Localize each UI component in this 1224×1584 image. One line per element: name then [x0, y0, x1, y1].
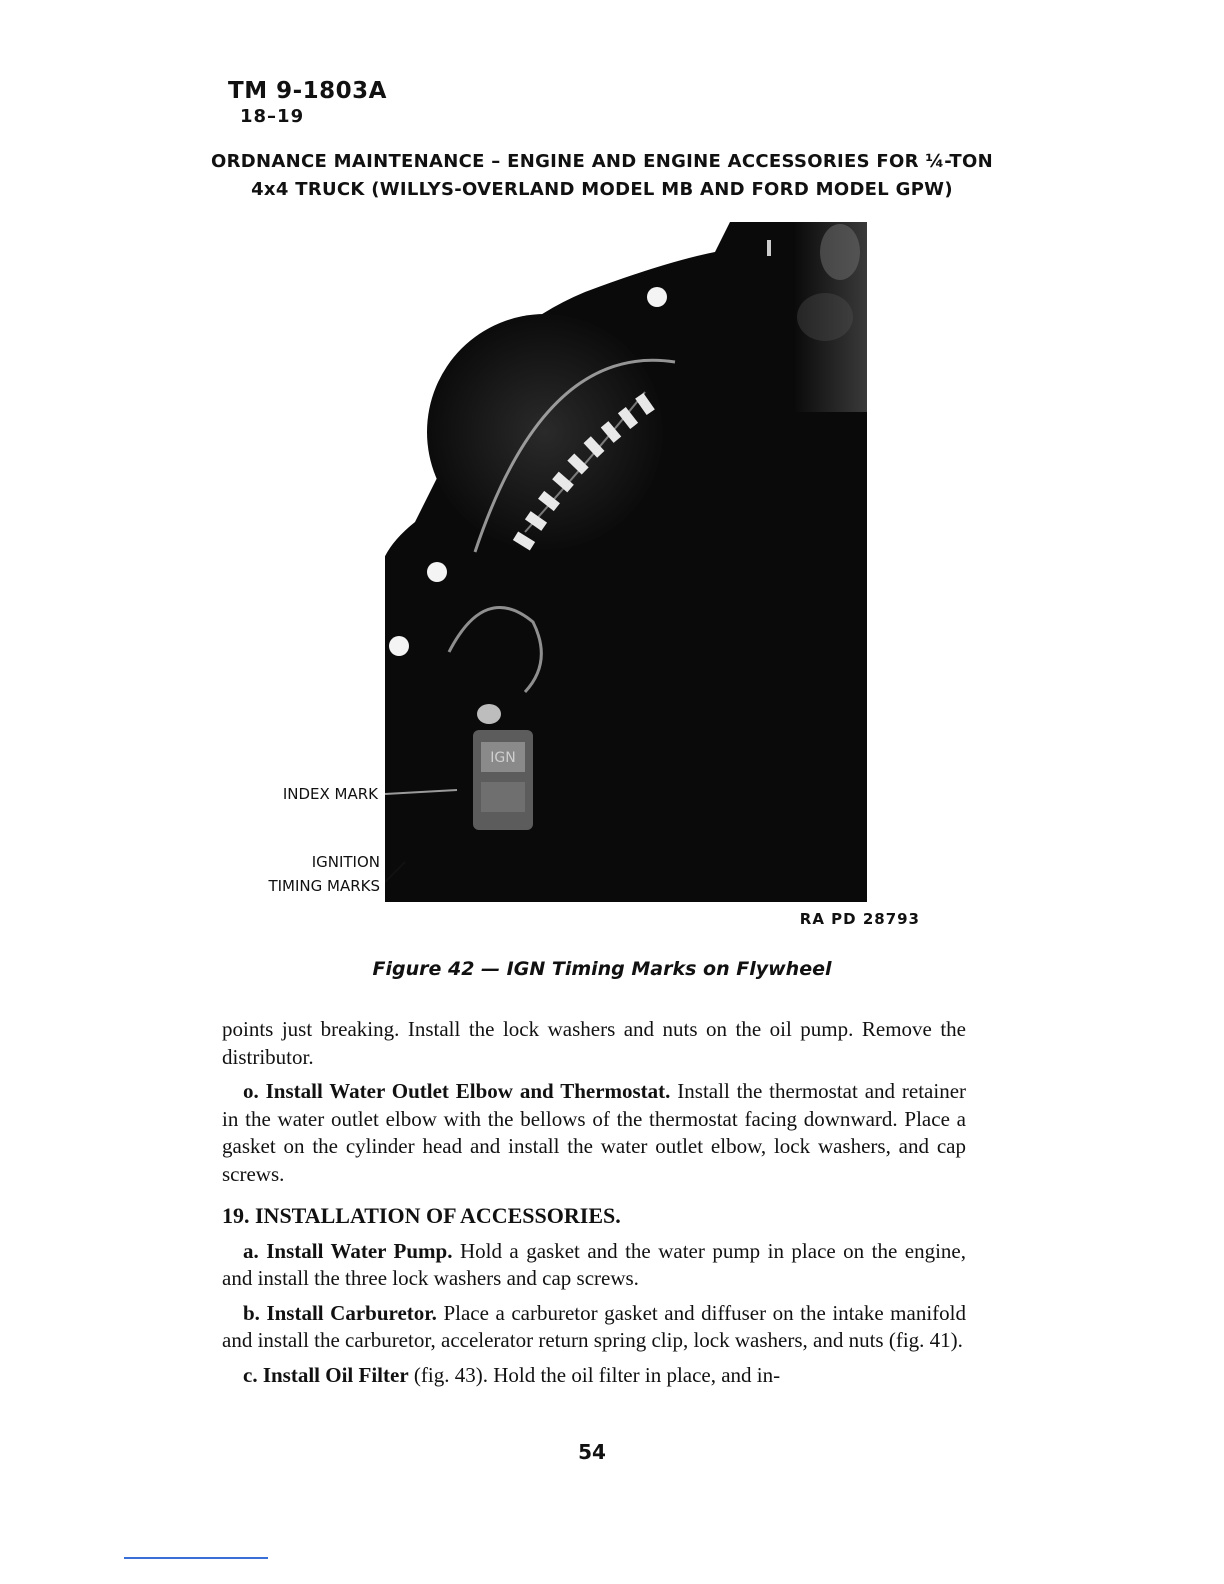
paragraph-a-text: Hold a gasket and the water pump in place on the engine, and install the three lock washers and cap screws. [222, 1238, 966, 1290]
footer-rule [124, 1557, 268, 1559]
figure-reference: RA PD 28793 [799, 910, 920, 928]
body-text [222, 1016, 966, 1396]
paragraph-a [222, 1238, 966, 1293]
paragraph-o [222, 1078, 966, 1188]
page-title-line-1: ORDNANCE MAINTENANCE – ENGINE AND ENGINE ACCESSORIES FOR ¼-TON [211, 151, 993, 172]
paragraph-o-label: o. Install Water Outlet Elbow and Thermostat. [243, 1079, 671, 1103]
paragraph-a-label: a. Install Water Pump. [243, 1238, 453, 1263]
manual-number: TM 9-1803A [228, 78, 387, 104]
paragraph-continuation: points just breaking. Install the lock washers and nuts on the oil pump. Remove the distributor. [222, 1017, 966, 1069]
callout-ignition-line-1: IGNITION [311, 853, 380, 871]
paragraph-b [222, 1300, 966, 1355]
paragraph-c [222, 1362, 966, 1390]
paragraph-b-label: b. Install Carburetor. [243, 1300, 437, 1325]
callout-ignition-line-2: TIMING MARKS [268, 877, 380, 895]
page-number: 54 [578, 1440, 606, 1464]
paragraph-c-text: (fig. 43). Hold the oil filter in place, and in- [413, 1362, 781, 1387]
paragraph-c-label: c. Install Oil Filter [243, 1362, 409, 1387]
svg-text:IGN: IGN [490, 750, 516, 766]
paragraph-o-text: Install the thermostat and retainer in the water outlet elbow with the bellows of the thermostat facing downward. Place a gasket on the cylinder head and install the water outlet elbow, lock washers, and cap screws. [222, 1079, 967, 1186]
section-range: 18–19 [240, 106, 305, 127]
callout-ignition-timing-marks [232, 850, 380, 898]
figure-caption: Figure 42 — IGN Timing Marks on Flywheel [372, 958, 832, 980]
flywheel-photo [385, 222, 867, 902]
section-heading: 19. INSTALLATION OF ACCESSORIES. [222, 1203, 621, 1228]
callout-index-mark: INDEX MARK [282, 785, 378, 803]
paragraph-b-text: Place a carburetor gasket and diffuser on the intake manifold and install the carburetor, accelerator return spring clip, lock washers, and nuts (fig. 41). [222, 1300, 966, 1352]
page-title-line-2: 4x4 TRUCK (WILLYS-OVERLAND MODEL MB AND FORD MODEL GPW) [251, 179, 953, 200]
page-title [200, 148, 1004, 204]
